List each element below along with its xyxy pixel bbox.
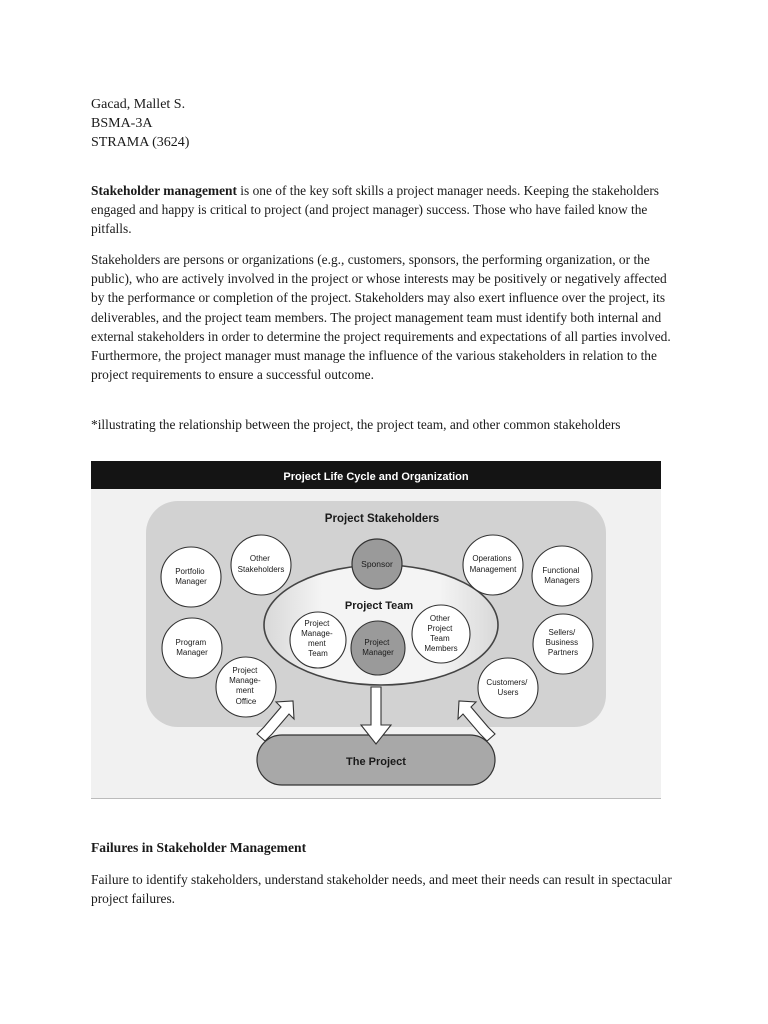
stakeholders-label: Project Stakeholders bbox=[324, 513, 440, 525]
figure-title: Project Life Cycle and Organization bbox=[283, 471, 469, 483]
functional-managers-label: Functional Managers bbox=[542, 566, 580, 585]
operations-management-label: Operations Management bbox=[469, 554, 517, 574]
sponsor-label: Sponsor bbox=[361, 559, 393, 569]
project-management-team-label: Project Manage- ment Team bbox=[301, 619, 333, 658]
project-life-cycle-diagram bbox=[91, 461, 661, 799]
other-stakeholders-label: Other Stakeholders bbox=[237, 554, 285, 574]
failures-paragraph: Failure to identify stakeholders, understand stakeholder needs, and meet their needs can result in spectacular project failures. bbox=[91, 872, 672, 907]
customers-users-label: Customers/ Users bbox=[486, 678, 528, 697]
author-name: Gacad, Mallet S. bbox=[91, 97, 186, 112]
the-project-label: The Project bbox=[346, 756, 406, 768]
failures-heading: Failures in Stakeholder Management bbox=[91, 840, 307, 855]
portfolio-manager-label: Portfolio Manager bbox=[175, 567, 207, 586]
intro-paragraph bbox=[91, 181, 673, 239]
figure-caption: *illustrating the relationship between the project, the project team, and other common stakeholders bbox=[91, 417, 621, 432]
intro-bold-term: Stakeholder management bbox=[91, 183, 237, 198]
section-code: BSMA-3A bbox=[91, 116, 153, 131]
course-code: STRAMA (3624) bbox=[91, 135, 190, 150]
other-team-members-label: Other Project Team Members bbox=[424, 614, 458, 653]
intro-text: is one of the key soft skills a project manager needs. Keeping the stakeholders engaged and happy is critical to project (and project manager) success. Those who have failed know the pitfalls. bbox=[91, 183, 659, 237]
sellers-business-partners-label: Sellers/ Business Partners bbox=[545, 628, 579, 657]
program-manager-label: Program Manager bbox=[175, 638, 208, 657]
stakeholders-paragraph: Stakeholders are persons or organizations (e.g., customers, sponsors, the performing organization, or the public), who are actively involved in the project or whose interests may be positively or negatively affected by the performance or completion of the project. Stakeholders may also exert influence over the project, its deliverables, and the project team members. The project management team must identify both internal and external stakeholders in order to determine the project requirements and expectations of all parties involved. Furthermore, the project manager must manage the influence of the various stakeholders in relation to the project requirements to ensure a successful outcome. bbox=[91, 252, 671, 383]
project-management-office-label: Project Manage- ment Office bbox=[229, 666, 261, 706]
project-manager-label: Project Manager bbox=[362, 638, 394, 657]
project-team-label: Project Team bbox=[344, 600, 414, 612]
